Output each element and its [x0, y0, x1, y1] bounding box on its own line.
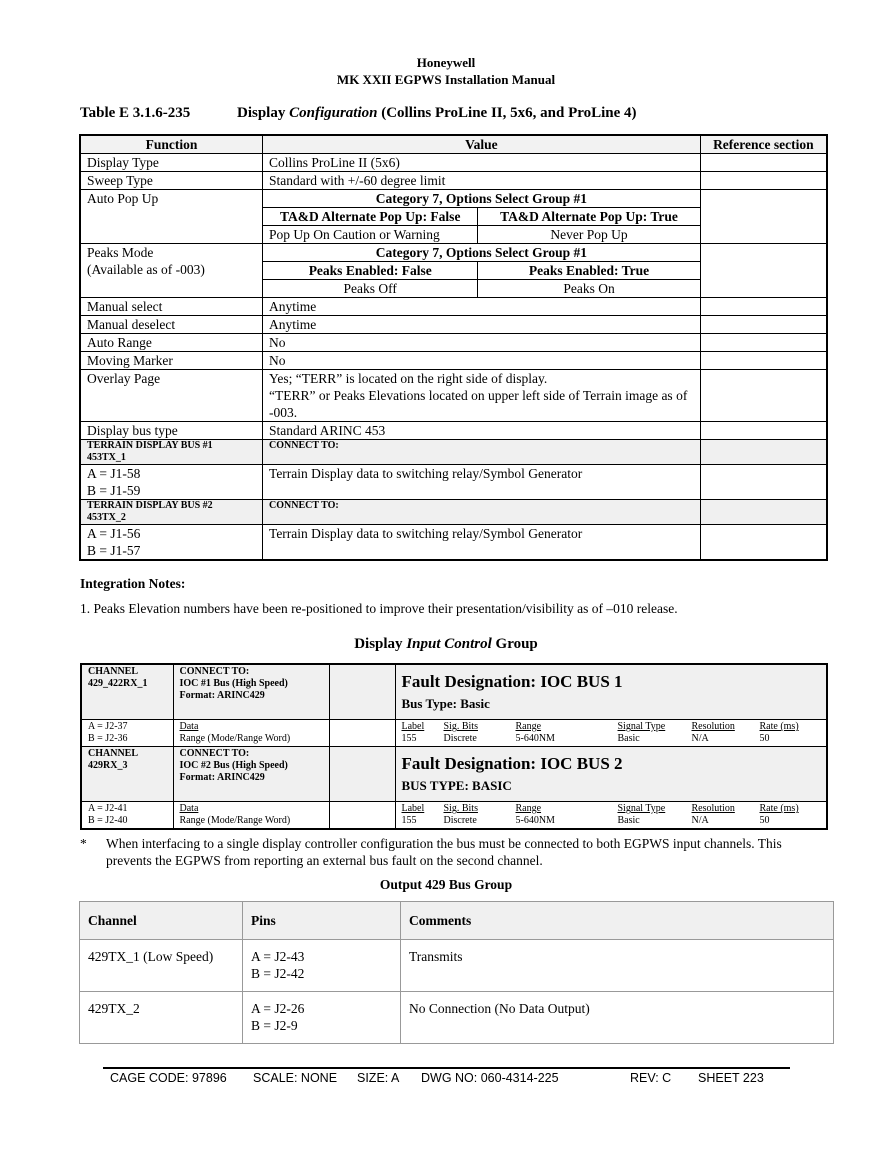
table-title-pre: Display — [237, 105, 290, 121]
channel-cell: 429TX_2 — [80, 992, 243, 1044]
ref-cell — [700, 316, 827, 334]
bus-id: 453TX_2 — [87, 512, 126, 523]
header-company: Honeywell — [416, 55, 476, 70]
scale: SCALE: NONE — [253, 1071, 338, 1085]
table-row — [80, 352, 827, 370]
revision: REV: C — [630, 1071, 672, 1085]
sig-header: Resolution — [691, 721, 735, 732]
connect-format: Format: ARINC429 — [179, 690, 265, 701]
row-label: Manual deselect — [80, 316, 263, 334]
header-manual: MK XXII EGPWS Installation Manual — [336, 72, 556, 87]
channel-id: 429RX_3 — [88, 760, 128, 771]
sec2-em: Input Control — [406, 636, 492, 652]
table-row — [80, 154, 827, 172]
ref-cell — [700, 298, 827, 316]
blank-cell — [329, 802, 395, 830]
sig-value: N/A — [691, 733, 709, 744]
bus-type: Bus Type: Basic — [401, 696, 490, 711]
page-header — [0, 54, 892, 88]
table-row — [80, 465, 827, 500]
bus-title: TERRAIN DISPLAY BUS #2 — [87, 500, 213, 511]
signal-table — [400, 721, 823, 745]
channel-label: CHANNEL — [88, 666, 139, 677]
connect-label: CONNECT TO: — [263, 500, 701, 525]
fault-designation: Fault Designation: IOC BUS 1 — [401, 672, 623, 691]
row-label — [80, 244, 263, 298]
peaks-label: Peaks Mode — [87, 245, 154, 260]
table-row — [80, 992, 834, 1044]
table-row — [80, 244, 827, 262]
sig-value: N/A — [691, 815, 709, 826]
notes-heading: Integration Notes: — [80, 576, 186, 591]
row-value: Collins ProLine II (5x6) — [263, 154, 701, 172]
data-label: Data — [179, 803, 199, 814]
data-word: Range (Mode/Range Word) — [179, 733, 291, 744]
row-value: Standard with +/-60 degree limit — [263, 172, 701, 190]
row-value — [263, 370, 701, 422]
pin-b: B = J2-42 — [251, 966, 305, 981]
pin-b: B = J2-9 — [251, 1018, 298, 1033]
options-group: Category 7, Options Select Group #1 — [263, 244, 701, 262]
option-header: Peaks Enabled: False — [263, 262, 478, 280]
size: SIZE: A — [357, 1071, 400, 1085]
table-row — [80, 334, 827, 352]
pin-a: A = J2-41 — [88, 803, 128, 814]
table-title-em: Configuration — [289, 105, 378, 121]
option-value: Peaks On — [478, 280, 700, 298]
pin-a: A = J2-37 — [88, 721, 128, 732]
options-group: Category 7, Options Select Group #1 — [263, 190, 701, 208]
sheet-number: SHEET 223 — [698, 1071, 764, 1085]
sig-value: Discrete — [443, 815, 477, 826]
connect-cell — [173, 747, 329, 802]
row-label: Moving Marker — [80, 352, 263, 370]
pin-a: A = J1-58 — [87, 466, 141, 481]
blank-cell — [329, 747, 395, 802]
channel-label: CHANNEL — [88, 748, 139, 759]
comment-cell: No Connection (No Data Output) — [401, 992, 834, 1044]
option-header: Peaks Enabled: True — [478, 262, 700, 280]
table-row — [80, 940, 834, 992]
pins-cell — [80, 465, 263, 500]
connect-desc: Terrain Display data to switching relay/Symbol Generator — [263, 465, 701, 500]
table-row — [80, 298, 827, 316]
channel-cell: 429TX_1 (Low Speed) — [80, 940, 243, 992]
bus-header — [80, 440, 263, 465]
table-row — [81, 664, 827, 720]
connect-format: Format: ARINC429 — [179, 772, 265, 783]
output-bus-table — [79, 901, 834, 1044]
footer-rule — [103, 1067, 790, 1069]
ref-cell — [700, 154, 827, 172]
sig-header: Range — [515, 721, 542, 732]
bus-title: TERRAIN DISPLAY BUS #1 — [87, 440, 213, 451]
pin-a: A = J2-43 — [251, 949, 305, 964]
pin-b: B = J2-36 — [88, 733, 128, 744]
sig-header: Label — [401, 803, 425, 814]
footnote — [80, 835, 820, 869]
row-label: Display bus type — [80, 422, 263, 440]
sig-header: Range — [515, 803, 542, 814]
pins-cell — [243, 992, 401, 1044]
ref-cell — [700, 500, 827, 525]
option-header: TA&D Alternate Pop Up: False — [263, 208, 478, 226]
sig-header: Resolution — [691, 803, 735, 814]
connect-label: CONNECT TO: — [263, 440, 701, 465]
bus-id: 453TX_1 — [87, 452, 126, 463]
bus-type: BUS TYPE: BASIC — [401, 778, 512, 793]
section-title-output: Output 429 Bus Group — [379, 877, 513, 892]
row-value: Anytime — [263, 298, 701, 316]
ref-cell — [700, 334, 827, 352]
col-comments: Comments — [401, 902, 834, 940]
sig-value: 5-640NM — [515, 815, 555, 826]
ref-cell — [700, 525, 827, 561]
table-number: Table E 3.1.6-235 — [80, 105, 191, 121]
signal-table — [400, 803, 823, 827]
table-row — [80, 190, 827, 208]
table-row — [80, 500, 827, 525]
row-label: Auto Pop Up — [80, 190, 263, 244]
ref-cell — [700, 370, 827, 422]
sec2-post: Group — [491, 636, 538, 652]
table-row — [80, 422, 827, 440]
input-control-table — [80, 663, 828, 830]
sec2-pre: Display — [354, 636, 407, 652]
pin-b: B = J1-57 — [87, 543, 141, 558]
ref-cell — [700, 422, 827, 440]
data-word: Range (Mode/Range Word) — [179, 815, 291, 826]
channel-cell — [81, 747, 173, 802]
signal-cell — [395, 720, 827, 747]
data-cell — [173, 802, 329, 830]
pin-b: B = J2-40 — [88, 815, 128, 826]
row-label: Manual select — [80, 298, 263, 316]
ref-cell — [700, 465, 827, 500]
pins-cell — [81, 720, 173, 747]
sig-value: Basic — [617, 733, 640, 744]
channel-id: 429_422RX_1 — [88, 678, 148, 689]
ref-cell — [700, 352, 827, 370]
ref-cell — [700, 190, 827, 244]
section-title-input-control — [0, 636, 892, 653]
option-header: TA&D Alternate Pop Up: True — [478, 208, 700, 226]
option-value: Peaks Off — [263, 280, 478, 298]
pin-b: B = J1-59 — [87, 483, 141, 498]
fault-cell — [395, 664, 827, 720]
table-row — [81, 802, 827, 830]
note-item: 1. Peaks Elevation numbers have been re-positioned to improve their presentation/visibility as of –010 release. — [80, 601, 678, 616]
connect-desc: Terrain Display data to switching relay/Symbol Generator — [263, 525, 701, 561]
overlay-line1: Yes; “TERR” is located on the right side of display. — [269, 371, 548, 386]
ref-cell — [700, 172, 827, 190]
option-value: Never Pop Up — [478, 226, 700, 244]
fault-cell — [395, 747, 827, 802]
bus-header — [80, 500, 263, 525]
col-channel: Channel — [80, 902, 243, 940]
table-row — [80, 525, 827, 561]
row-value: Anytime — [263, 316, 701, 334]
data-label: Data — [179, 721, 199, 732]
ref-cell — [700, 440, 827, 465]
table-row — [81, 747, 827, 802]
sig-value: 155 — [401, 733, 417, 744]
pin-a: A = J1-56 — [87, 526, 141, 541]
peaks-sublabel: (Available as of -003) — [87, 262, 205, 277]
pins-cell — [81, 802, 173, 830]
sig-header: Sig. Bits — [443, 803, 478, 814]
row-label: Auto Range — [80, 334, 263, 352]
row-value: Standard ARINC 453 — [263, 422, 701, 440]
row-label: Overlay Page — [80, 370, 263, 422]
sig-value: 50 — [759, 815, 770, 826]
sig-header: Signal Type — [617, 721, 666, 732]
table-row — [81, 720, 827, 747]
sig-header: Rate (ms) — [759, 721, 799, 732]
fault-designation: Fault Designation: IOC BUS 2 — [401, 754, 623, 773]
pins-cell — [243, 940, 401, 992]
table-row — [80, 172, 827, 190]
pins-cell — [80, 525, 263, 561]
overlay-line2: “TERR” or Peaks Elevations located on upper left side of Terrain image as of -003. — [269, 388, 688, 420]
col-value: Value — [263, 135, 701, 154]
table-row — [80, 370, 827, 422]
display-configuration-table — [79, 134, 828, 561]
footnote-mark: * — [80, 836, 87, 851]
sig-header: Sig. Bits — [443, 721, 478, 732]
connect-label: CONNECT TO: — [179, 666, 250, 677]
pin-a: A = J2-26 — [251, 1001, 305, 1016]
sig-value: 5-640NM — [515, 733, 555, 744]
sig-value: Discrete — [443, 733, 477, 744]
row-label: Sweep Type — [80, 172, 263, 190]
row-label: Display Type — [80, 154, 263, 172]
row-value: No — [263, 352, 701, 370]
sig-header: Label — [401, 721, 425, 732]
option-value: Pop Up On Caution or Warning — [263, 226, 478, 244]
sig-header: Signal Type — [617, 803, 666, 814]
sig-value: 50 — [759, 733, 770, 744]
sig-value: Basic — [617, 815, 640, 826]
col-reference: Reference section — [700, 135, 827, 154]
connect-bus: IOC #1 Bus (High Speed) — [179, 678, 288, 689]
table-title — [80, 105, 637, 122]
blank-cell — [329, 720, 395, 747]
row-value: No — [263, 334, 701, 352]
data-cell — [173, 720, 329, 747]
col-function: Function — [80, 135, 263, 154]
signal-cell — [395, 802, 827, 830]
blank-cell — [329, 664, 395, 720]
connect-label: CONNECT TO: — [179, 748, 250, 759]
channel-cell — [81, 664, 173, 720]
footnote-text: When interfacing to a single display controller configuration the bus must be connected to both EGPWS input channels. This prevents the EGPWS from reporting an external bus fault on the second channel. — [106, 836, 782, 868]
connect-cell — [173, 664, 329, 720]
comment-cell: Transmits — [401, 940, 834, 992]
connect-bus: IOC #2 Bus (High Speed) — [179, 760, 288, 771]
table-row — [80, 316, 827, 334]
table-title-post: (Collins ProLine II, 5x6, and ProLine 4) — [377, 105, 637, 121]
table-header-row — [80, 902, 834, 940]
sig-header: Rate (ms) — [759, 803, 799, 814]
col-pins: Pins — [243, 902, 401, 940]
drawing-number: DWG NO: 060-4314-225 — [421, 1071, 559, 1085]
cage-code: CAGE CODE: 97896 — [110, 1071, 227, 1085]
sig-value: 155 — [401, 815, 417, 826]
ref-cell — [700, 244, 827, 298]
table-row — [80, 440, 827, 465]
